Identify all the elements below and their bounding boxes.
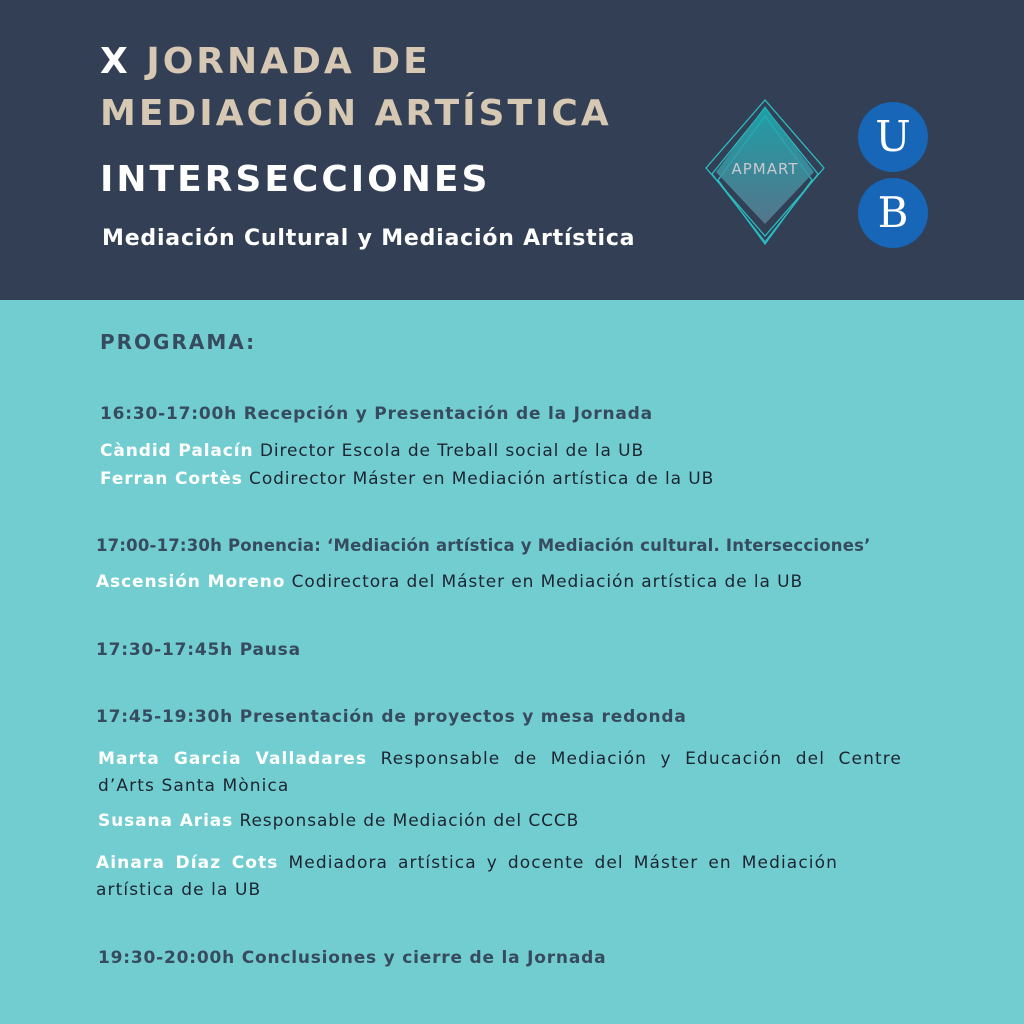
speaker-role: Codirectora del Máster en Mediación artística de la UB <box>291 572 804 592</box>
speaker-name: Marta Garcia Valladares <box>98 749 368 769</box>
speaker-entry <box>96 569 803 596</box>
speaker-name: Ainara Díaz Cots <box>96 853 279 873</box>
slot-title: 17:00-17:30h Ponencia: ‘Mediación artística y Mediación cultural. Intersecciones’ <box>96 536 871 555</box>
speaker-role: Director Escola de Treball social de la UB <box>259 441 645 461</box>
ub-logo-bottom: B <box>858 178 928 248</box>
slot-title: 19:30-20:00h Conclusiones y cierre de la Jornada <box>98 948 607 968</box>
slot-title: 16:30-17:00h Recepción y Presentación de la Jornada <box>100 404 653 424</box>
speaker-entry <box>100 466 714 493</box>
speaker-entry <box>96 850 838 904</box>
program-heading: PROGRAMA: <box>100 330 257 354</box>
speaker-name: Ascensión Moreno <box>96 572 286 592</box>
event-subtitle: Mediación Cultural y Mediación Artística <box>102 226 636 251</box>
speaker-role: Mediadora artística y docente del Máster en Mediación artística de la UB <box>96 853 838 900</box>
speaker-role: Codirector Máster en Mediación artística de la UB <box>249 469 715 489</box>
speaker-name: Ferran Cortès <box>100 469 243 489</box>
speaker-entry <box>98 808 579 835</box>
event-title-line2: MEDIACIÓN ARTÍSTICA <box>100 93 612 134</box>
speaker-name: Susana Arias <box>98 811 234 831</box>
edition-number: X <box>100 41 131 82</box>
ub-logo-top: U <box>858 102 928 172</box>
event-title-line1: X JORNADA DE <box>100 41 431 82</box>
event-theme: INTERSECCIONES <box>100 159 491 200</box>
speaker-name: Càndid Palacín <box>100 441 254 461</box>
speaker-role: Responsable de Mediación y Educación del Centre d’Arts Santa Mònica <box>98 749 902 796</box>
speaker-entry <box>100 438 644 465</box>
apmart-logo-text: APMART <box>731 160 799 178</box>
header-banner <box>0 0 1024 300</box>
speaker-entry <box>98 746 902 800</box>
speaker-role: Responsable de Mediación del CCCB <box>239 811 580 831</box>
slot-title: 17:30-17:45h Pausa <box>96 640 301 660</box>
slot-title: 17:45-19:30h Presentación de proyectos y mesa redonda <box>96 707 687 727</box>
